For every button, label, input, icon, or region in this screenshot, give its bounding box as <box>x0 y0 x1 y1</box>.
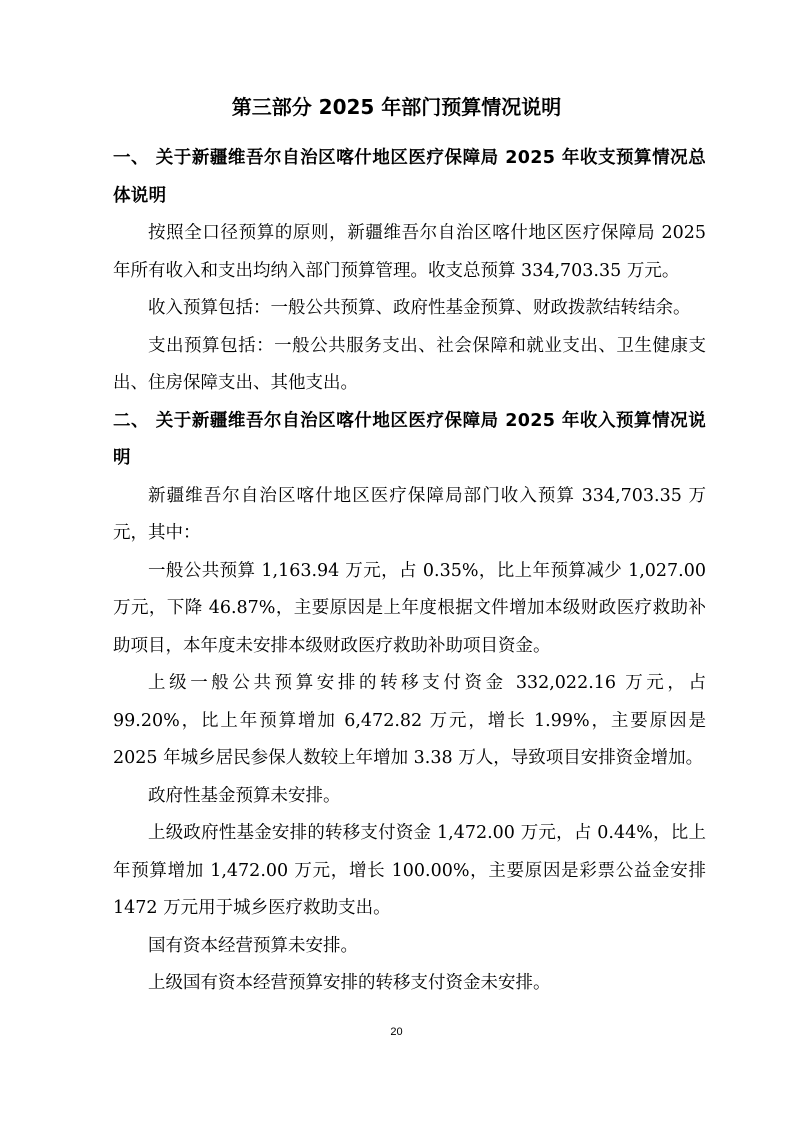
page-title: 第三部分 2025 年部门预算情况说明 <box>231 95 562 119</box>
paragraph: 上级国有资本经营预算安排的转移支付资金未安排。 <box>148 973 551 993</box>
section-heading-1: 一、 关于新疆维吾尔自治区喀什地区医疗保障局 2025 年收支预算情况总体说明 <box>113 148 706 206</box>
paragraph: 一般公共预算 1,163.94 万元，占 0.35%，比上年预算减少 1,027.00 万元，下降 46.87%，主要原因是上年度根据文件增加本级财政医疗救助补助项目，本年度未安排本级财政医疗救助补助项目资金。 <box>113 560 706 656</box>
paragraph: 新疆维吾尔自治区喀什地区医疗保障局部门收入预算 334,703.35 万元，其中： <box>113 485 706 543</box>
page-number: 20 <box>390 1026 403 1038</box>
paragraph: 政府性基金预算未安排。 <box>148 785 341 806</box>
paragraph: 按照全口径预算的原则，新疆维吾尔自治区喀什地区医疗保障局 2025 年所有收入和支出均纳入部门预算管理。收支总预算 334,703.35 万元。 <box>113 223 706 281</box>
paragraph: 上级政府性基金安排的转移支付资金 1,472.00 万元，占 0.44%，比上年预算增加 1,472.00 万元，增长 100.00%，主要原因是彩票公益金安排 1472 万元用于城乡医疗救助支出。 <box>113 823 706 918</box>
paragraph: 支出预算包括：一般公共服务支出、社会保障和就业支出、卫生健康支出、住房保障支出、其他支出。 <box>113 335 706 393</box>
paragraph: 收入预算包括：一般公共预算、政府性基金预算、财政拨款结转结余。 <box>148 298 691 318</box>
paragraph: 上级一般公共预算安排的转移支付资金 332,022.16 万元，占 99.20%，比上年预算增加 6,472.82 万元，增长 1.99%，主要原因是 2025 年城乡居民参保人数较上年增加 3.38 万人，导致项目安排资金增加。 <box>113 673 706 768</box>
paragraph: 国有资本经营预算未安排。 <box>148 935 358 956</box>
section-heading-2: 二、 关于新疆维吾尔自治区喀什地区医疗保障局 2025 年收入预算情况说明 <box>113 410 706 468</box>
document-body <box>113 140 706 1003</box>
